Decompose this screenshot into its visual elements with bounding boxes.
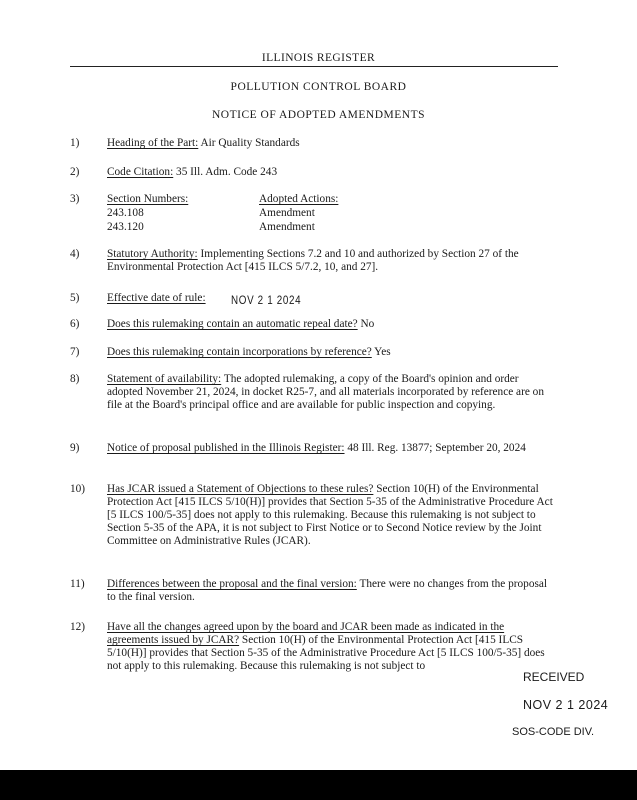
header-divider	[70, 66, 558, 67]
effective-date-stamp: NOV 2 1 2024	[231, 293, 302, 307]
item-number: 12)	[70, 621, 86, 633]
item-label: Code Citation:	[107, 166, 174, 178]
item-repeal-date	[107, 318, 557, 331]
item-value: No	[360, 318, 375, 330]
item-incorporations	[107, 346, 557, 359]
item-label: Heading of the Part:	[107, 137, 199, 149]
item-label: Statutory Authority:	[107, 248, 198, 260]
item-number: 2)	[70, 166, 80, 178]
register-title: ILLINOIS REGISTER	[261, 52, 376, 64]
item-value: Section 10(H) of the Environmental Protection Act [415 ILCS 5/10(H)] provides that Section 5-35 of the Administrative Procedure Act [5 ILCS 100/5-35] does not apply to this rulemaking. Because this rulemaking is not subject to	[107, 634, 545, 672]
item-notice-of-proposal	[107, 442, 557, 455]
item-differences	[107, 578, 557, 604]
item-label: Does this rulemaking contain an automatic repeal date?	[107, 318, 358, 330]
board-title: POLLUTION CONTROL BOARD	[230, 81, 407, 93]
section-number: 243.108	[107, 207, 144, 219]
item-number: 6)	[70, 318, 80, 330]
item-value: 35 Ill. Adm. Code 243	[176, 166, 278, 178]
item-label: Effective date of rule:	[107, 292, 206, 304]
item-value: Yes	[374, 346, 391, 358]
item-number: 5)	[70, 292, 80, 304]
item-value: 48 Ill. Reg. 13877; September 20, 2024	[347, 442, 526, 454]
item-number: 10)	[70, 483, 86, 495]
item-number: 4)	[70, 248, 80, 260]
item-value: Air Quality Standards	[200, 137, 300, 149]
item-jcar-objections	[107, 483, 557, 548]
item-value: Section 10(H) of the Environmental Protection Act [415 ILCS 5/10(H)] provides that Section 5-35 of the Administrative Procedure Act [5 ILCS 100/5-35] does not apply to this rulemaking. Because this rulemaking is not subject to Section 5-35 of the APA, it is not subject to First Notice or to Second Notice review by the Joint Committee on Administrative Rules (JCAR).	[107, 483, 553, 547]
item-number: 8)	[70, 373, 80, 385]
item-value: There were no changes from the proposal to the final version.	[107, 578, 548, 603]
item-number: 7)	[70, 346, 80, 358]
received-stamp-label: RECEIVED	[523, 670, 585, 684]
item-label: Statement of availability:	[107, 373, 222, 385]
item-label: Does this rulemaking contain incorporations by reference?	[107, 346, 372, 358]
adopted-action: Amendment	[259, 207, 315, 219]
item-number: 1)	[70, 137, 80, 149]
item-value: Implementing Sections 7.2 and 10 and authorized by Section 27 of the Environmental Protection Act [415 ILCS 5/7.2, 10, and 27].	[107, 248, 519, 273]
item-statement-of-availability	[107, 373, 557, 412]
item-number: 11)	[70, 578, 85, 590]
item-effective-date	[107, 292, 206, 305]
item-number: 3)	[70, 193, 80, 205]
received-stamp-division: SOS-CODE DIV.	[512, 726, 595, 738]
received-stamp-date: NOV 2 1 2024	[523, 698, 609, 712]
scan-bottom-bar	[0, 770, 637, 800]
item-statutory-authority	[107, 248, 557, 274]
section-number: 243.120	[107, 221, 144, 233]
item-label: Notice of proposal published in the Illinois Register:	[107, 442, 345, 454]
item-jcar-changes	[107, 621, 557, 673]
item-label: Has JCAR issued a Statement of Objections to these rules?	[107, 483, 374, 495]
item-code-citation	[107, 166, 557, 179]
adopted-action: Amendment	[259, 221, 315, 233]
adopted-actions-label: Adopted Actions:	[259, 193, 339, 205]
item-number: 9)	[70, 442, 80, 454]
item-value: The adopted rulemaking, a copy of the Board's opinion and order adopted November 21, 2024, in docket R25-7, and all materials incorporated by reference are on file at the Board's principal office and are available for public inspection and copying.	[107, 373, 544, 411]
item-label: Differences between the proposal and the final version:	[107, 578, 357, 590]
item-label: Have all the changes agreed upon by the board and JCAR been made as indicated in the agreements issued by JCAR?	[107, 621, 505, 646]
notice-title: NOTICE OF ADOPTED AMENDMENTS	[211, 109, 426, 121]
item-heading-of-part	[107, 137, 557, 150]
section-numbers-label: Section Numbers:	[107, 193, 189, 205]
